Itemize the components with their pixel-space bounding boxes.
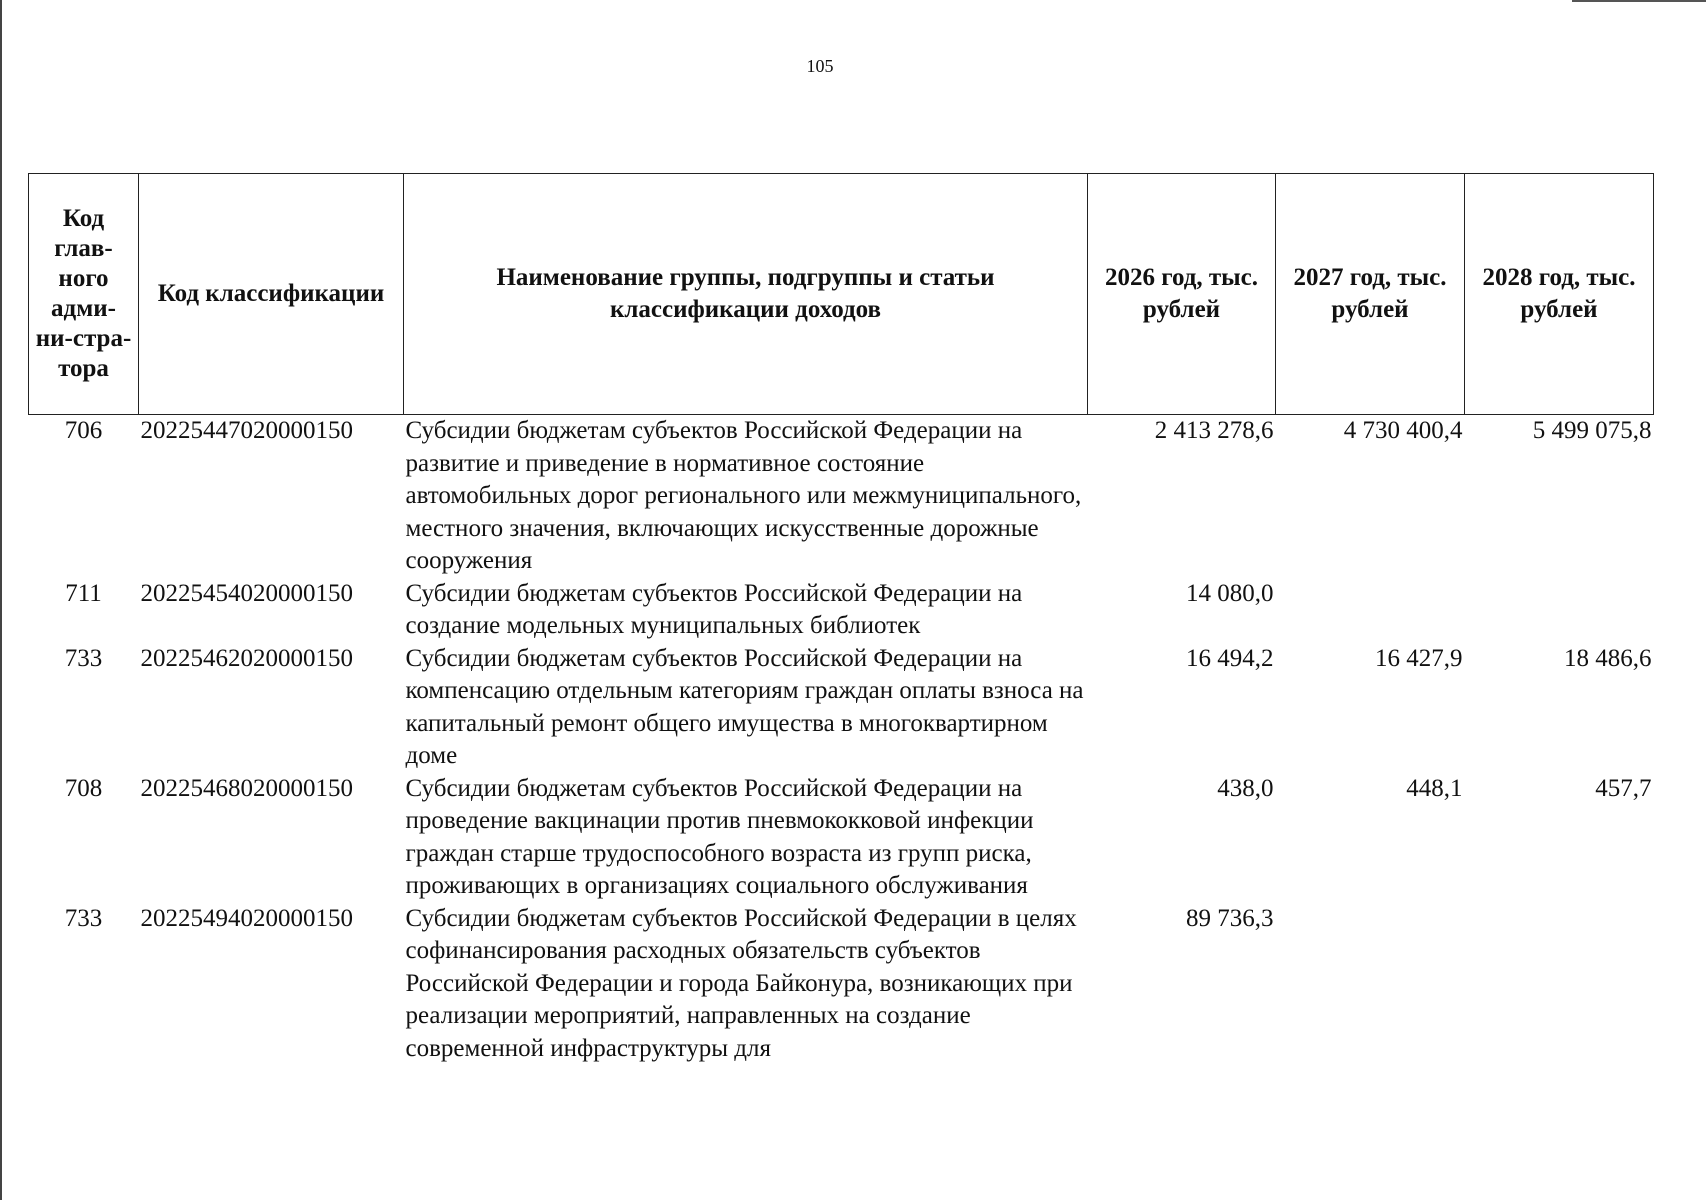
- class-code-cell: 20225494020000150: [140, 904, 353, 932]
- amount-2026-cell: 2 413 278,6: [1154, 417, 1274, 444]
- class-code-cell: 20225468020000150: [140, 774, 353, 802]
- table-row: [29, 643, 1654, 773]
- amount-2026-cell: 16 494,2: [1186, 644, 1274, 672]
- class-code-cell: 20225454020000150: [140, 579, 353, 607]
- class-code-cell: 20225447020000150: [140, 417, 353, 444]
- admin-code-cell: 708: [64, 774, 103, 802]
- amount-2026-cell: 14 080,0: [1186, 579, 1274, 607]
- amount-2027-cell: 4 730 400,4: [1343, 417, 1463, 444]
- admin-code-cell: 733: [64, 644, 103, 672]
- header-class-code: Код классификации: [139, 174, 404, 415]
- scan-left-edge: [0, 0, 2, 1200]
- table-row: [29, 578, 1654, 643]
- amount-2028-cell: 5 499 075,8: [1532, 417, 1652, 444]
- header-2028: 2028 год, тыс. рублей: [1465, 174, 1654, 415]
- admin-code-cell: 711: [65, 579, 102, 607]
- name-cell: Субсидии бюджетам субъектов Российской Федерации на проведение вакцинации против пневмококковой инфекции граждан старше трудоспособного возраста из групп риска, проживающих в организациях социального обслуживания: [405, 774, 1034, 899]
- scan-top-rule: [1572, 0, 1706, 2]
- amount-2028-cell: [1465, 903, 1654, 1066]
- amount-2027-cell: [1276, 903, 1465, 1066]
- amount-2027-cell: 448,1: [1406, 774, 1463, 802]
- name-cell: Субсидии бюджетам субъектов Российской Федерации на развитие и приведение в нормативное состояние автомобильных дорог регионального или межмуниципального, местного значения, включающих искусственные дорожные сооружения: [405, 417, 1082, 574]
- table-row: [29, 773, 1654, 903]
- header-admin-code: Код глав-ного адми-ни-стра-тора: [29, 174, 139, 415]
- table-row: [29, 415, 1654, 578]
- name-cell: Субсидии бюджетам субъектов Российской Федерации в целях софинансирования расходных обязательств субъектов Российской Федерации и города Байконура, возникающих при реализации мероприятий, направленных на создание современной инфраструктуры для: [405, 904, 1077, 1062]
- amount-2028-cell: 457,7: [1595, 774, 1652, 802]
- amount-2027-cell: 16 427,9: [1375, 644, 1463, 672]
- page-number: 105: [806, 56, 834, 76]
- table-row: [29, 903, 1654, 1066]
- header-2027: 2027 год, тыс. рублей: [1276, 174, 1465, 415]
- admin-code-cell: 706: [64, 417, 103, 444]
- revenue-table: [28, 173, 1654, 1065]
- amount-2028-cell: [1465, 578, 1654, 643]
- table-header-row: [29, 174, 1654, 415]
- amount-2028-cell: 18 486,6: [1564, 644, 1652, 672]
- amount-2026-cell: 438,0: [1217, 774, 1274, 802]
- amount-2026-cell: 89 736,3: [1186, 904, 1274, 932]
- name-cell: Субсидии бюджетам субъектов Российской Федерации на компенсацию отдельным категориям граждан оплаты взноса на капитальный ремонт общего имущества в многоквартирном доме: [405, 644, 1084, 769]
- admin-code-cell: 733: [64, 904, 103, 932]
- name-cell: Субсидии бюджетам субъектов Российской Федерации на создание модельных муниципальных библиотек: [405, 579, 1023, 639]
- class-code-cell: 20225462020000150: [140, 644, 353, 672]
- amount-2027-cell: [1276, 578, 1465, 643]
- header-name: Наименование группы, подгруппы и статьи классификации доходов: [404, 174, 1088, 415]
- header-2026: 2026 год, тыс. рублей: [1088, 174, 1276, 415]
